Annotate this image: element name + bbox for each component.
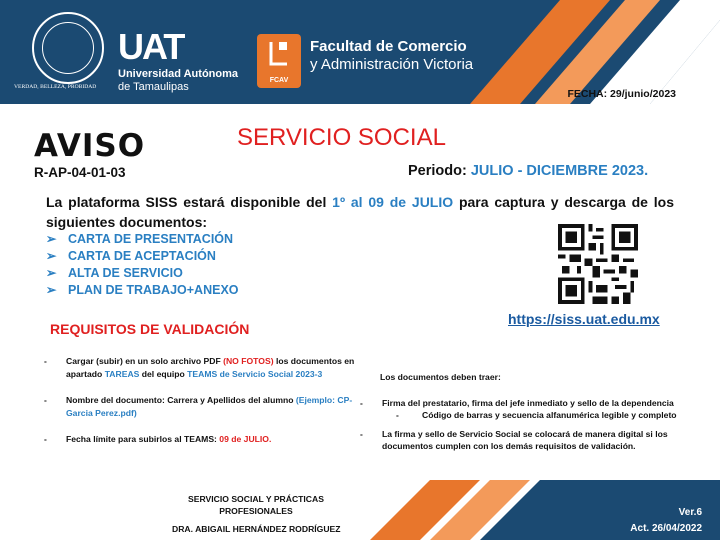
arrow-bullet-icon: ➢: [46, 266, 57, 280]
list-item: [46, 282, 239, 299]
bring-list: [360, 397, 690, 453]
bring-item-digital-seal: La firma y sello de Servicio Social se colocará de manera digital si los documentos cumplen con los demás requisitos de validación.: [382, 428, 668, 452]
uat-logo: UAT: [118, 26, 184, 67]
uat-name-line2: de Tamaulipas: [118, 81, 189, 93]
requirements-list: [40, 355, 360, 460]
fcav-logo-icon: [257, 34, 301, 88]
dash-bullet: -: [44, 356, 47, 366]
faculty-title: [310, 38, 473, 74]
period-label: Periodo:: [408, 163, 471, 179]
arrow-bullet-icon: ➢: [46, 283, 57, 297]
seal-motto: VERDAD, BELLEZA, PROBIDAD: [14, 84, 97, 90]
document-code: R-AP-04-01-03: [34, 165, 126, 180]
document-label: CARTA DE PRESENTACIÓN: [68, 232, 234, 246]
list-item: [40, 355, 360, 380]
version: Ver.6: [678, 507, 702, 518]
fcav-badge-label: FCAV: [269, 77, 289, 84]
list-item: [46, 231, 239, 248]
req3-text: Fecha límite para subirlos al TEAMS:: [66, 434, 220, 445]
aviso-heading: AVISO: [34, 128, 146, 164]
dash-bullet: -: [360, 398, 363, 408]
document-label: CARTA DE ACEPTACIÓN: [68, 249, 216, 263]
bring-item-signatures: Firma del prestatario, firma del jefe inmediato y sello de la dependencia: [382, 398, 674, 408]
req2-example: (Ejemplo: CP-Garcia Perez.pdf): [66, 395, 353, 418]
req1-no-photos: (NO FOTOS): [223, 356, 274, 366]
arrow-bullet-icon: ➢: [46, 249, 57, 263]
version-info: [630, 505, 702, 537]
req1-text-c: del equipo: [139, 368, 188, 379]
uat-name: [118, 68, 238, 94]
list-item: [360, 409, 690, 421]
list-item: [46, 248, 239, 265]
uat-name-line1: Universidad Autónoma: [118, 68, 238, 80]
intro-part2: para captura y descarga de los siguientes documentos:: [46, 194, 674, 230]
seal-inner-ring: [42, 22, 94, 74]
list-item: [360, 428, 690, 453]
faculty-title-line2: y Administración Victoria: [310, 56, 474, 73]
intro-part1: La plataforma SISS estará disponible del: [46, 194, 333, 210]
list-item: [40, 433, 360, 446]
faculty-title-line1: Facultad de Comercio: [310, 38, 467, 55]
intro-dates: 1º al 09 de JULIO: [332, 194, 454, 210]
list-item: [46, 265, 239, 282]
qr-code-icon: [556, 224, 640, 304]
req2-text: Nombre del documento: Carrera y Apellidos del alumno: [66, 395, 296, 406]
dash-bullet: -: [360, 428, 363, 439]
fcav-emblem-icon: [257, 34, 301, 74]
page-title: SERVICIO SOCIAL: [237, 124, 446, 151]
req3-deadline: 09 de JULIO.: [219, 434, 272, 445]
documents-list: [46, 231, 239, 299]
dash-bullet: -: [44, 434, 47, 445]
dash-bullet: -: [44, 395, 47, 406]
period: [408, 163, 648, 179]
siss-link[interactable]: https://siss.uat.edu.mx: [508, 311, 660, 327]
req1-tareas: TAREAS: [104, 368, 140, 379]
bring-title: Los documentos deben traer:: [380, 372, 501, 382]
footer-office: SERVICIO SOCIAL Y PRÁCTICAS PROFESIONALES: [188, 494, 324, 516]
req1-text-b: los documentos en apartado: [66, 356, 355, 379]
arrow-bullet-icon: ➢: [46, 232, 57, 246]
req1-teams: TEAMS de Servicio Social 2023-3: [187, 368, 323, 379]
university-seal-icon: [32, 12, 104, 84]
document-label: ALTA DE SERVICIO: [68, 266, 183, 280]
footer-signatory: DRA. ABIGAIL HERNÁNDEZ RODRÍGUEZ: [172, 524, 341, 534]
document-label: PLAN DE TRABAJO+ANEXO: [68, 283, 239, 297]
bring-item-barcode: Código de barras y secuencia alfanumérica legible y completo: [422, 410, 677, 421]
dash-bullet: -: [396, 410, 399, 421]
updated-date: Act. 26/04/2022: [630, 523, 702, 534]
list-item: [40, 394, 360, 419]
requirements-title: REQUISITOS DE VALIDACIÓN: [50, 321, 250, 337]
list-item: [360, 397, 690, 409]
period-value: JULIO - DICIEMBRE 2023.: [470, 163, 649, 179]
notice-date: FECHA: 29/junio/2023: [567, 88, 676, 100]
req1-text-a: Cargar (subir) en un solo archivo PDF: [66, 356, 224, 366]
